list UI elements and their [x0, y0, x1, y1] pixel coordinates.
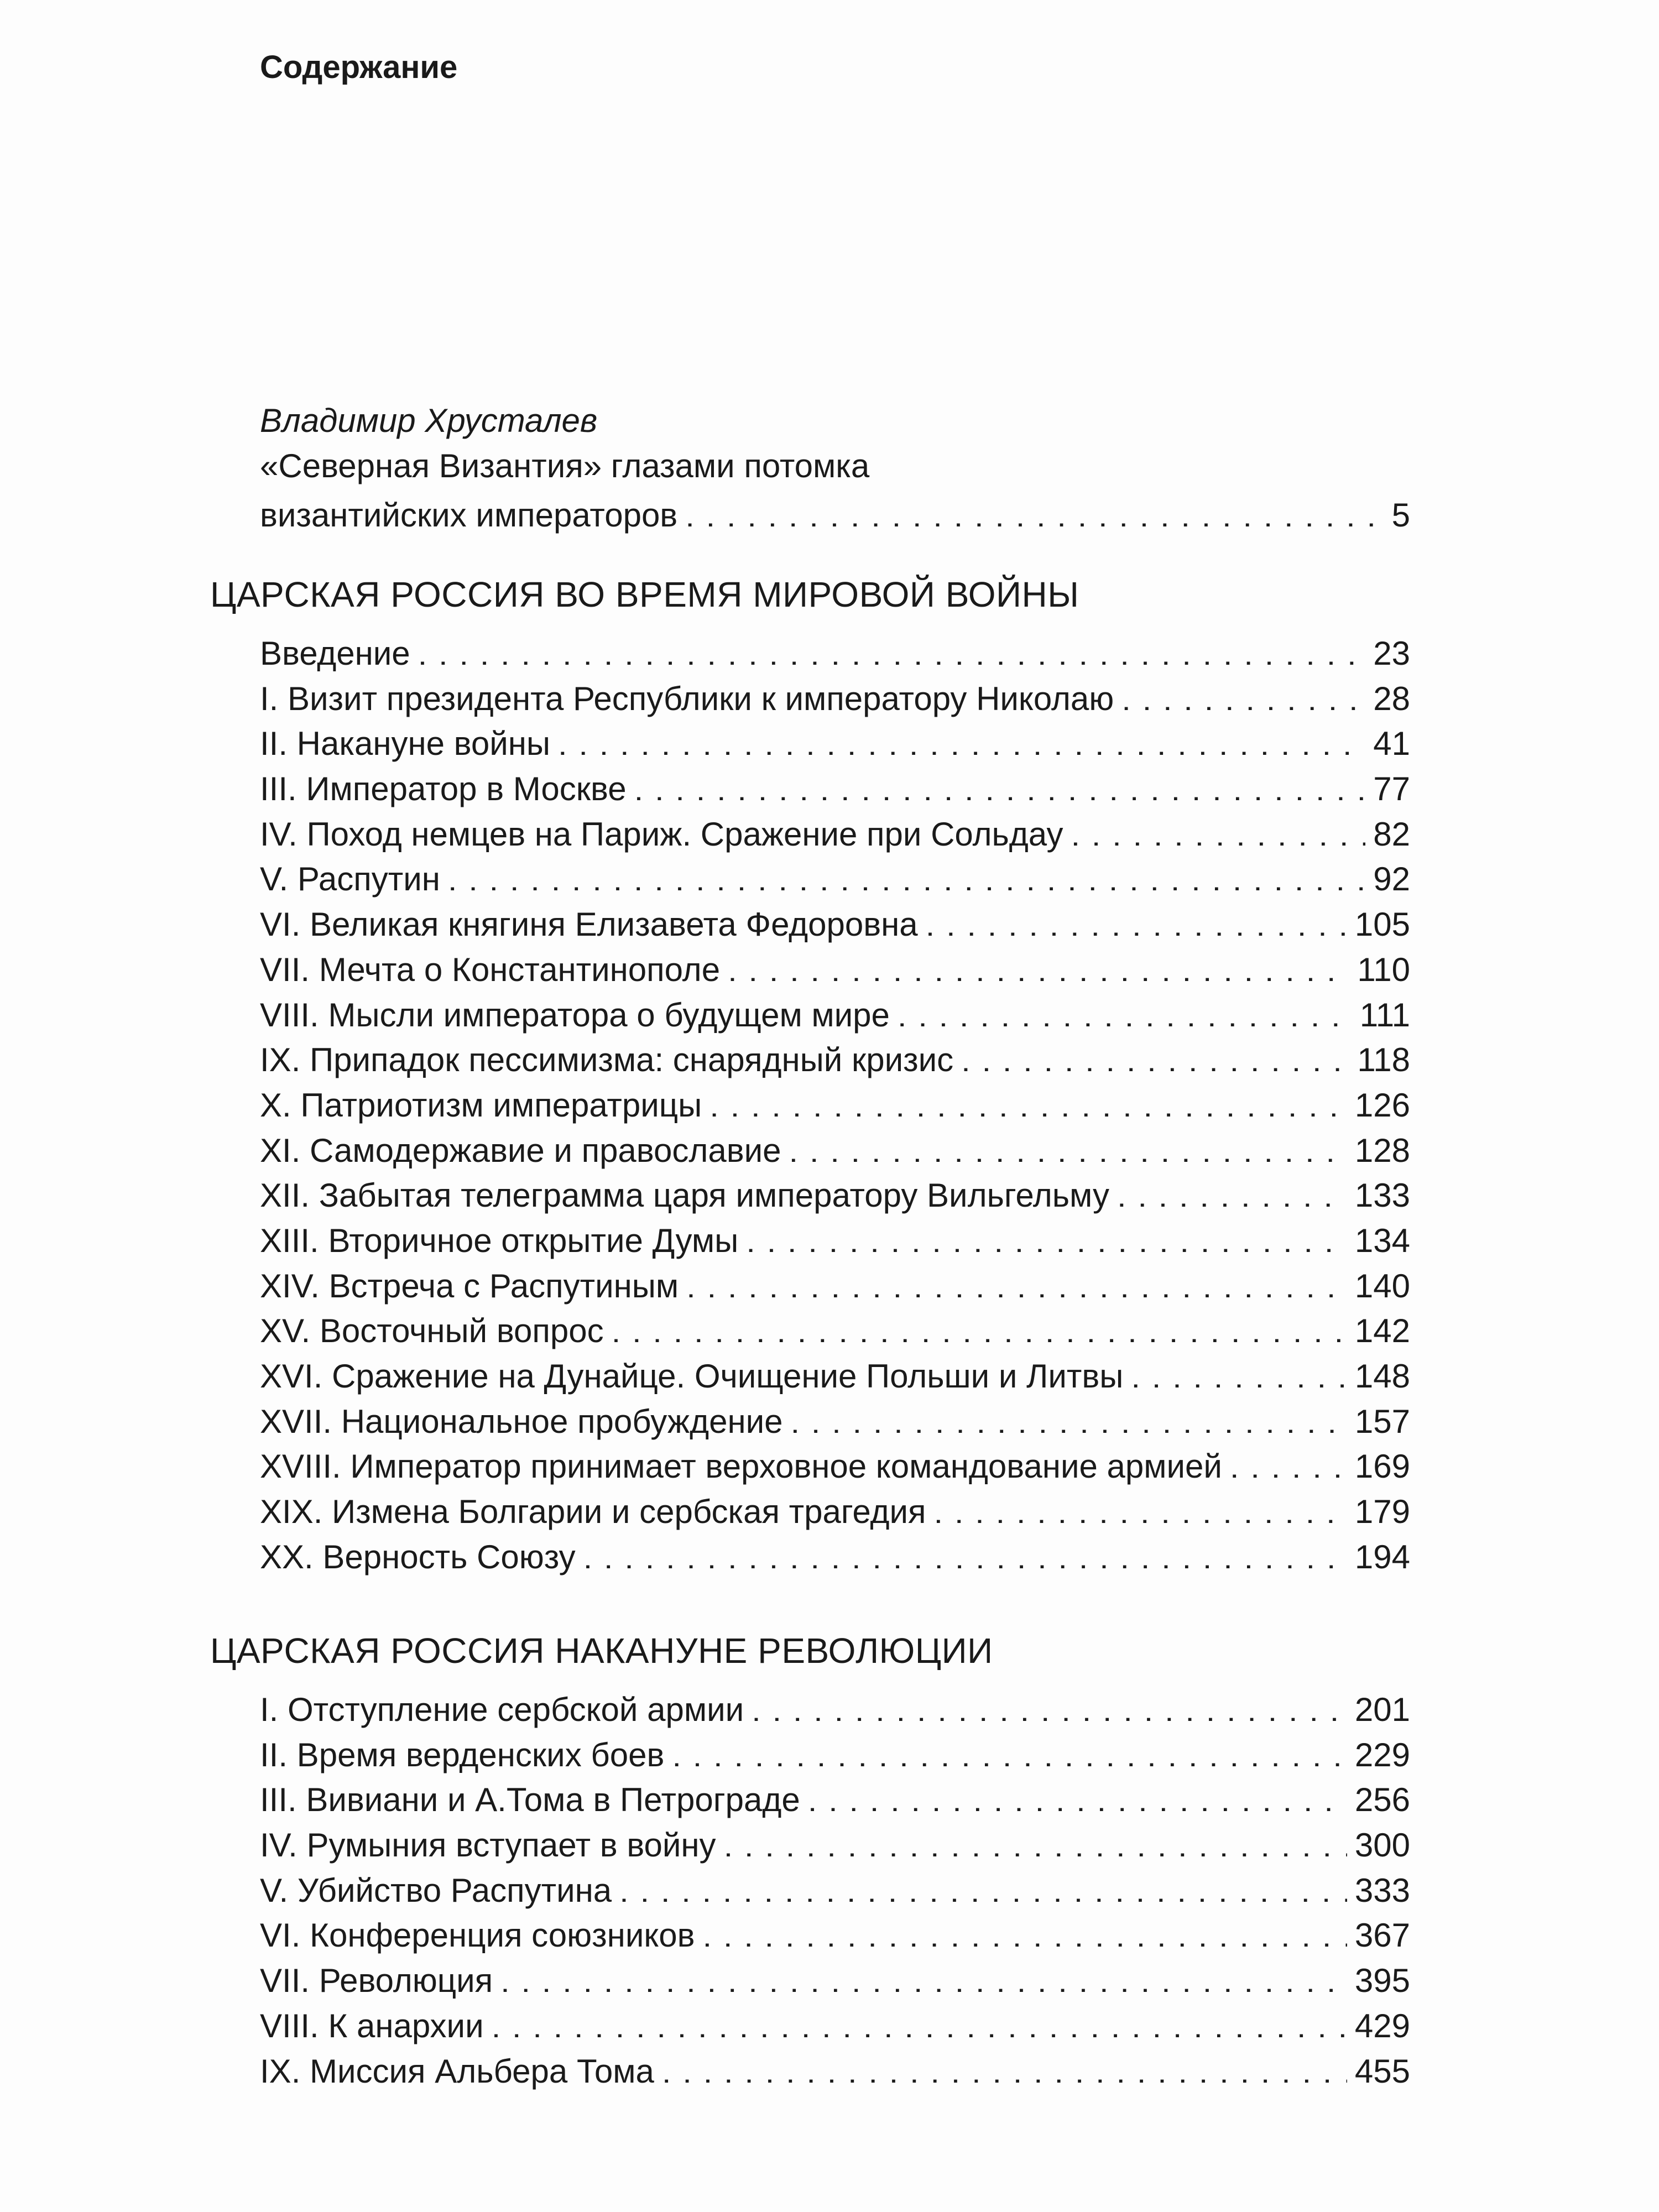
toc-entry-label: VIII. Мысли императора о будущем мире [260, 993, 898, 1038]
toc-entry [210, 853, 1410, 898]
dot-leader [790, 1400, 1347, 1433]
toc-entry-page-number: 429 [1354, 2007, 1410, 2044]
toc-entry-label: XIX. Измена Болгарии и сербская трагедия [260, 1489, 933, 1535]
toc-entry-page-number: 148 [1354, 1358, 1410, 1395]
dot-leader [709, 1083, 1347, 1117]
toc-entry [210, 627, 1410, 672]
toc-entry-label: XX. Верность Союзу [260, 1535, 583, 1580]
toc-entry [210, 1124, 1410, 1170]
dot-leader [703, 1913, 1347, 1947]
toc-entry-label: I. Отступление сербской армии [260, 1687, 752, 1733]
dot-leader [1230, 1444, 1347, 1478]
toc-entry-label: IV. Поход немцев на Париж. Сражение при Сольдау [260, 812, 1071, 857]
dot-leader [685, 493, 1384, 526]
toc-entry [210, 1260, 1410, 1305]
toc-entry [210, 2045, 1410, 2090]
toc-entry-page-number: 169 [1354, 1448, 1410, 1485]
toc-entry [210, 1954, 1410, 2000]
toc-entry-page-number: 28 [1373, 680, 1410, 717]
dot-leader [558, 722, 1365, 755]
toc-entry-label: VII. Мечта о Константинополе [260, 947, 728, 993]
toc-entry-label: X. Патриотизм императрицы [260, 1083, 709, 1128]
dot-leader [724, 1823, 1347, 1856]
toc-entry-label: IV. Румыния вступает в войну [260, 1823, 724, 1868]
toc-entry-page-number: 92 [1373, 860, 1410, 898]
dot-leader [746, 1219, 1347, 1252]
intro-entry [260, 398, 1410, 538]
dot-leader [1121, 677, 1365, 710]
toc-entry-page-number: 140 [1354, 1267, 1410, 1305]
toc-entry [210, 1773, 1410, 1819]
toc-entry-page-number: 395 [1354, 1962, 1410, 2000]
toc-entry-page-number: 194 [1354, 1538, 1410, 1575]
toc-entry [210, 2000, 1410, 2045]
section-heading: ЦАРСКАЯ РОССИЯ НАКАНУНЕ РЕВОЛЮЦИИ [210, 1631, 993, 1671]
toc-entry-page-number: 367 [1354, 1917, 1410, 1954]
toc-entry-label: XI. Самодержавие и православие [260, 1128, 789, 1173]
toc-entry-page-number: 201 [1354, 1691, 1410, 1728]
toc-entry-label: I. Визит президента Республики к императору Николаю [260, 676, 1121, 722]
toc-entry [210, 717, 1410, 763]
dot-leader [583, 1535, 1347, 1568]
toc-entry-page-number: 110 [1357, 951, 1410, 988]
toc-entry-label: XIV. Встреча с Распутиным [260, 1264, 686, 1309]
dot-leader [662, 2049, 1347, 2083]
toc-entry [210, 898, 1410, 943]
dot-leader [1071, 812, 1365, 846]
toc-entry-label: V. Распутин [260, 857, 448, 902]
toc-entry [210, 1819, 1410, 1864]
toc-entry-label: V. Убийство Распутина [260, 1868, 619, 1913]
toc-entry-label: VII. Революция [260, 1958, 500, 2004]
toc-entry-label: III. Вивиани и А.Тома в Петрограде [260, 1777, 808, 1823]
toc-entry [210, 763, 1410, 808]
dot-leader [500, 1959, 1347, 1992]
toc-entry-label: III. Император в Москве [260, 766, 634, 812]
intro-page-number: 5 [1391, 497, 1410, 534]
toc-entry [210, 1079, 1410, 1124]
page-title: Содержание [260, 49, 458, 85]
toc-entry [210, 1169, 1410, 1214]
toc-entry [210, 1909, 1410, 1954]
toc-entry-label: IX. Припадок пессимизма: снарядный кризис [260, 1037, 961, 1083]
toc-entry [210, 1440, 1410, 1485]
toc-entry [210, 1683, 1410, 1729]
toc-entry-page-number: 133 [1354, 1177, 1410, 1214]
toc-entry [210, 989, 1410, 1034]
toc-entry-page-number: 118 [1357, 1041, 1410, 1079]
toc-entry-label: VIII. К анархии [260, 2004, 492, 2049]
dot-leader [961, 1038, 1349, 1071]
toc-entry-label: XVIII. Император принимает верховное командование армией [260, 1444, 1230, 1489]
dot-leader [619, 1869, 1347, 1902]
toc-entry-page-number: 126 [1354, 1086, 1410, 1124]
toc-entry-page-number: 455 [1354, 2052, 1410, 2090]
toc-entry-label: Введение [260, 631, 418, 676]
toc-entry-page-number: 111 [1359, 996, 1410, 1034]
toc-entry-page-number: 23 [1373, 635, 1410, 672]
intro-title-line2-row [260, 489, 1410, 538]
dot-leader [789, 1129, 1347, 1162]
toc-entry-page-number: 256 [1354, 1781, 1410, 1819]
dot-leader [448, 857, 1365, 890]
toc-entry-page-number: 41 [1373, 725, 1410, 763]
dot-leader [492, 2004, 1347, 2037]
dot-leader [752, 1688, 1347, 1721]
toc-entry-label: VI. Конференция союзников [260, 1913, 703, 1958]
toc-entry-label: XV. Восточный вопрос [260, 1308, 612, 1354]
toc-entry-label: XIII. Вторичное открытие Думы [260, 1218, 746, 1264]
toc-entry-page-number: 77 [1373, 770, 1410, 808]
dot-leader [418, 632, 1366, 665]
toc-entry [210, 1729, 1410, 1774]
toc-list [210, 1683, 1410, 2090]
toc-entry-page-number: 142 [1354, 1312, 1410, 1350]
intro-title-line2: византийских императоров [260, 497, 678, 534]
toc-entry-page-number: 300 [1354, 1827, 1410, 1864]
toc-entry-page-number: 128 [1354, 1131, 1410, 1169]
toc-entry-label: II. Время верденских боев [260, 1733, 672, 1778]
dot-leader [1131, 1354, 1347, 1387]
dot-leader [672, 1733, 1347, 1766]
toc-entry-page-number: 105 [1354, 906, 1410, 943]
dot-leader [728, 948, 1349, 981]
intro-title-line1: «Северная Византия» глазами потомка [260, 447, 870, 484]
intro-author: Владимир Хрусталев [260, 402, 598, 439]
toc-entry-label: IX. Миссия Альбера Тома [260, 2049, 662, 2094]
dot-leader [933, 1490, 1347, 1523]
dot-leader [686, 1264, 1347, 1297]
toc-entry [210, 1350, 1410, 1395]
section-war [210, 570, 1410, 1575]
toc-entry-page-number: 333 [1354, 1871, 1410, 1909]
section-revolution [210, 1626, 1410, 2090]
toc-entry [210, 1531, 1410, 1576]
toc-entry-label: II. Накануне войны [260, 721, 558, 766]
dot-leader [612, 1309, 1347, 1342]
toc-entry [210, 1034, 1410, 1079]
toc-entry-label: XVII. Национальное пробуждение [260, 1399, 790, 1444]
dot-leader [634, 767, 1366, 800]
toc-entry [210, 672, 1410, 718]
toc-entry [210, 1485, 1410, 1531]
section-heading: ЦАРСКАЯ РОССИЯ ВО ВРЕМЯ МИРОВОЙ ВОЙНЫ [210, 575, 1079, 614]
toc-entry [210, 808, 1410, 853]
toc-entry-page-number: 179 [1354, 1493, 1410, 1531]
dot-leader [808, 1778, 1347, 1811]
toc-entry-page-number: 157 [1354, 1402, 1410, 1440]
toc-entry [210, 1305, 1410, 1350]
toc-entry [210, 1214, 1410, 1260]
toc-entry-label: XVI. Сражение на Дунайце. Очищение Польши и Литвы [260, 1354, 1131, 1399]
toc-entry-label: VI. Великая княгиня Елизавета Федоровна [260, 902, 926, 947]
toc-entry [210, 1395, 1410, 1441]
dot-leader [898, 993, 1352, 1026]
toc-entry-page-number: 134 [1354, 1222, 1410, 1259]
toc-entry-page-number: 82 [1373, 815, 1410, 853]
toc-entry-label: XII. Забытая телеграмма царя императору Вильгельму [260, 1173, 1117, 1218]
toc-list [210, 627, 1410, 1575]
toc-entry-page-number: 229 [1354, 1736, 1410, 1773]
dot-leader [1117, 1173, 1347, 1207]
dot-leader [926, 902, 1347, 936]
toc-entry [210, 1864, 1410, 1910]
toc-entry [210, 943, 1410, 989]
